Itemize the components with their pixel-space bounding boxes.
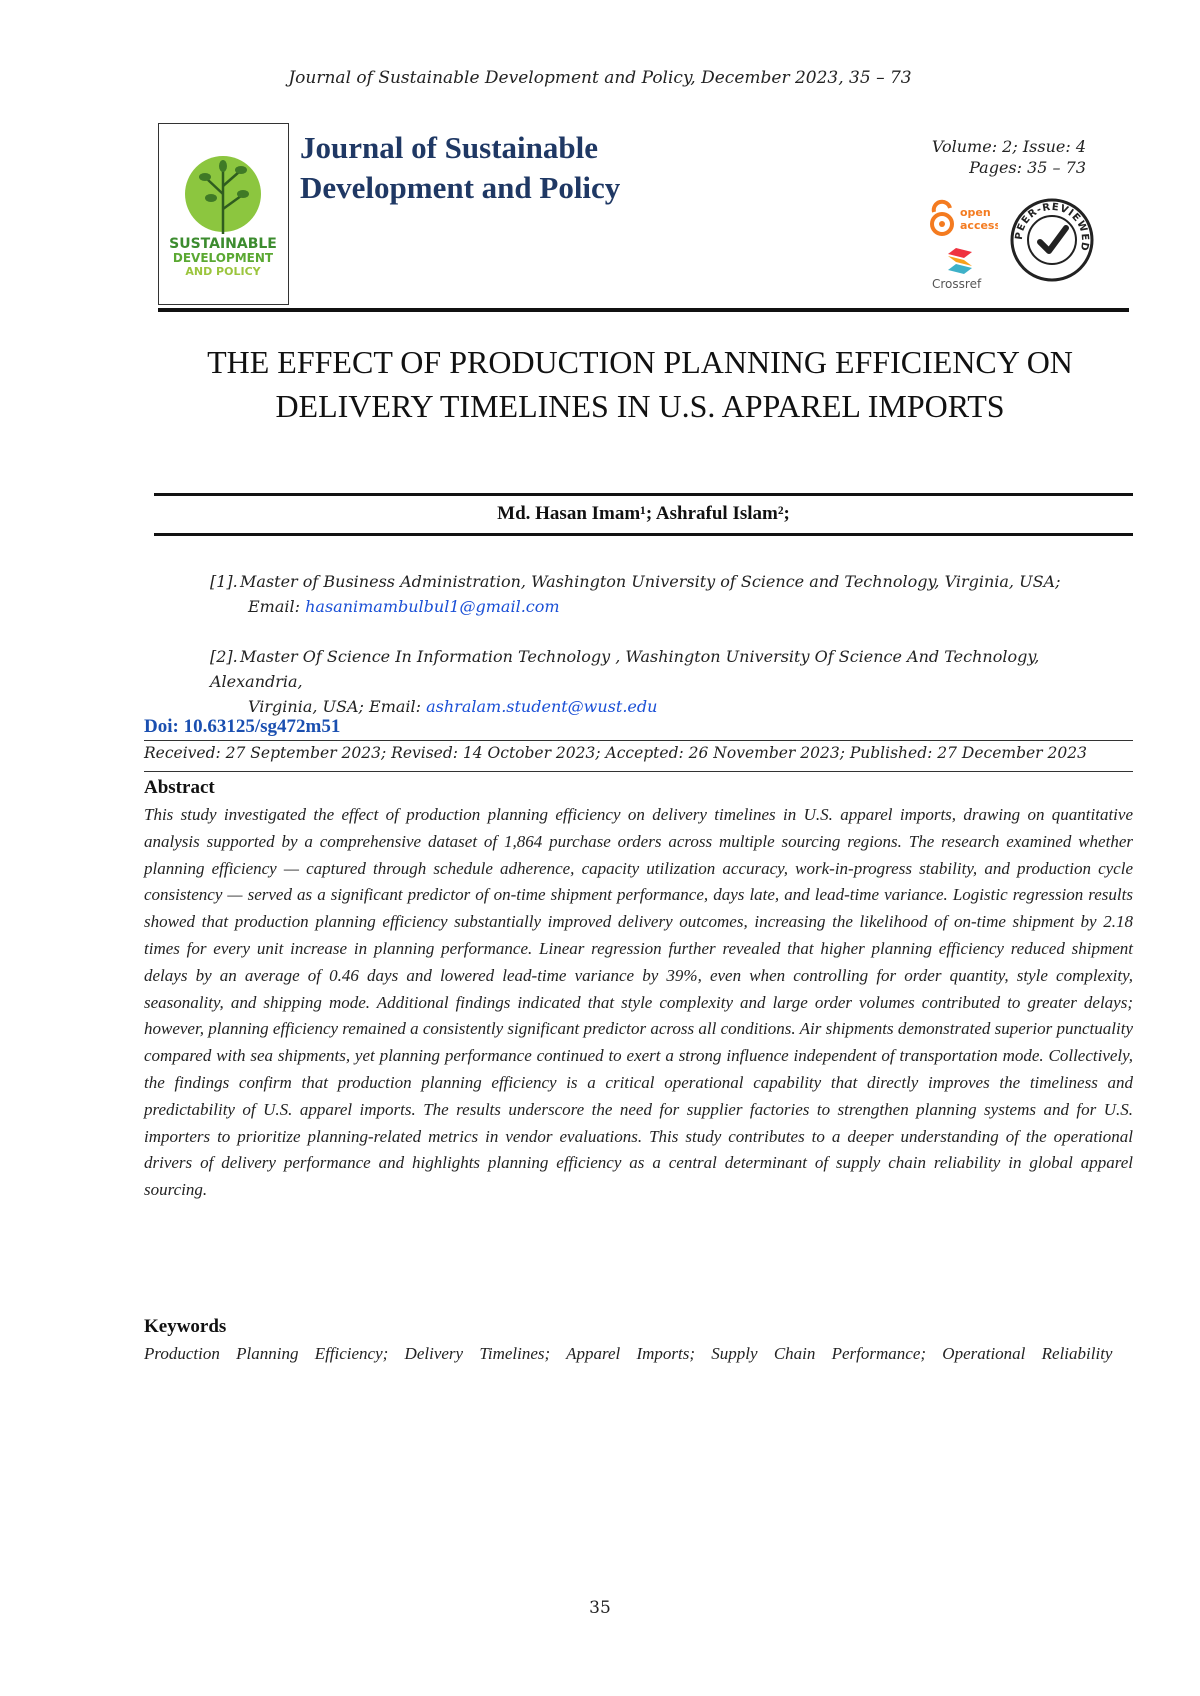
journal-name: Journal of Sustainable Development and Policy bbox=[300, 130, 621, 205]
doi-link[interactable]: Doi: 10.63125/sg472m51 bbox=[144, 716, 341, 737]
affiliation-2 bbox=[210, 644, 1130, 719]
page-number: 35 bbox=[589, 1598, 611, 1618]
logo-text-line-3: AND POLICY bbox=[185, 265, 261, 278]
running-header: Journal of Sustainable Development and Policy, December 2023, 35 – 73 bbox=[288, 68, 912, 88]
affiliation-2-text-cont: Virginia, USA; Email: bbox=[248, 697, 422, 716]
affiliation-1 bbox=[210, 569, 1130, 619]
affiliation-1-number: [1]. bbox=[210, 572, 238, 591]
volume-info bbox=[860, 136, 1086, 178]
affiliation-1-text: Master of Business Administration, Washington University of Science and Technology, Virginia, USA; bbox=[240, 572, 1061, 591]
keywords-body: Production Planning Efficiency; Delivery Timelines; Apparel Imports; Supply Chain Performance; Operational Reliability bbox=[144, 1344, 1113, 1363]
affiliation-2-number: [2]. bbox=[210, 647, 238, 666]
open-access-lock-icon bbox=[932, 202, 952, 234]
crossref-text: Crossref bbox=[932, 277, 982, 290]
logo-text-line-1: SUSTAINABLE bbox=[169, 236, 277, 252]
peer-reviewed-text: PEER-REVIEWED bbox=[1013, 201, 1091, 253]
doi-rule bbox=[144, 740, 1133, 741]
paper-title: THE EFFECT OF PRODUCTION PLANNING EFFICIENCY ON DELIVERY TIMELINES IN U.S. APPAREL IMPORTS bbox=[207, 344, 1073, 424]
open-access-text-2: access bbox=[960, 219, 998, 232]
logo-divider bbox=[288, 123, 289, 305]
pages-range: Pages: 35 – 73 bbox=[969, 158, 1086, 177]
affiliation-1-email-label: Email: bbox=[248, 597, 301, 616]
affiliation-1-email-link[interactable]: hasanimambulbul1@gmail.com bbox=[305, 597, 560, 616]
abstract-body: This study investigated the effect of production planning efficiency on delivery timelines in U.S. apparel imports, drawing on quantitative analysis supported by a comprehensive dataset of 1,864 purchase orders across multiple sourcing regions. The research examined whether planning efficiency — captured through schedule adherence, capacity utilization accuracy, work-in-progress stability, and production cycle consistency — served as a significant predictor of on-time shipment performance, days late, and lead-time variance. Logistic regression results showed that production planning efficiency substantially improved delivery outcomes, increasing the likelihood of on-time shipment by 2.18 times for every unit increase in planning performance. Linear regression further revealed that higher planning efficiency reduced shipment delays by an average of 0.46 days and lowered lead-time variance by 39%, even when controlling for order quantity, style complexity, seasonality, and shipping mode. Additional findings indicated that style complexity and large order volumes contributed to greater delays; however, planning efficiency remained a consistently significant predictor across all conditions. Air shipments demonstrated superior punctuality compared with sea shipments, yet planning performance continued to exert a strong influence independent of transportation mode. Collectively, the findings confirm that production planning efficiency is a critical operational capability that directly improves the timeliness and predictability of U.S. apparel imports. The results underscore the need for supplier factories to strengthen planning systems and for U.S. importers to prioritize planning-related metrics in vendor evaluations. This study contributes to a deeper understanding of the operational drivers of delivery performance and highlights planning efficiency as a central determinant of supply chain reliability in global apparel sourcing. bbox=[144, 805, 1133, 1200]
crossref-badge bbox=[930, 246, 996, 294]
journal-logo bbox=[158, 123, 289, 305]
dates-rule bbox=[144, 771, 1133, 772]
volume-issue: Volume: 2; Issue: 4 bbox=[931, 137, 1086, 156]
peer-reviewed-badge bbox=[1010, 198, 1094, 286]
journal-logo-image bbox=[159, 124, 288, 304]
header-rule bbox=[158, 308, 1129, 312]
open-access-badge bbox=[928, 198, 998, 242]
affiliation-2-email-link[interactable]: ashralam.student@wust.edu bbox=[426, 697, 658, 716]
authors-rule-bottom bbox=[154, 533, 1133, 536]
affiliation-2-text: Master Of Science In Information Technology , Washington University Of Science And Technology, Alexandria, bbox=[210, 647, 1040, 691]
publication-dates: Received: 27 September 2023; Revised: 14 October 2023; Accepted: 26 November 2023; Published: 27 December 2023 bbox=[144, 744, 1087, 762]
abstract-heading: Abstract bbox=[144, 777, 215, 798]
logo-text-line-2: DEVELOPMENT bbox=[172, 251, 274, 265]
keywords-heading: Keywords bbox=[144, 1316, 227, 1337]
author-list: Md. Hasan Imam¹; Ashraful Islam²; bbox=[497, 503, 790, 524]
authors-rule-top bbox=[154, 493, 1133, 496]
crossref-icon bbox=[948, 248, 972, 274]
open-access-text-1: open bbox=[960, 206, 991, 219]
